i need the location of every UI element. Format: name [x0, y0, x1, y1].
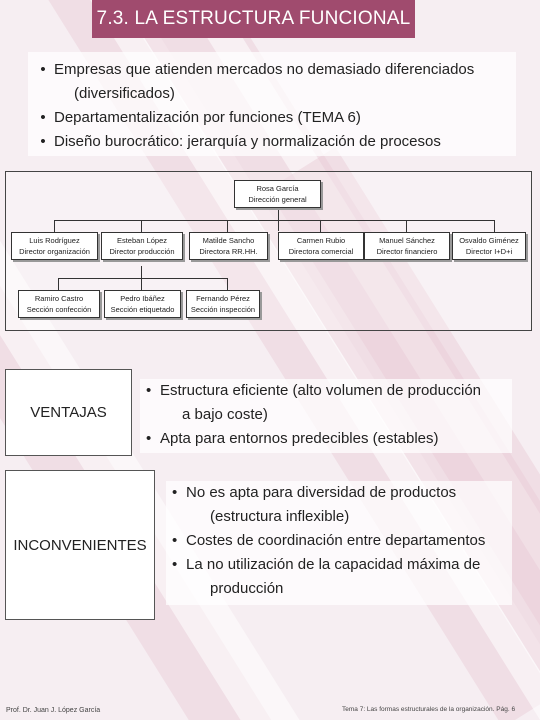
org-node-director: [101, 232, 183, 260]
ventajas-item-text: Estructura eficiente (alto volumen de producción: [160, 382, 482, 399]
node-role: Dirección general: [248, 195, 307, 204]
intro-bullet-list: [28, 52, 516, 156]
inconvenientes-item-text: La no utilización de la capacidad máxima de: [186, 556, 481, 573]
inconvenientes-item-text: No es apta para diversidad de productos: [186, 484, 457, 501]
inconvenientes-item-text: Costes de coordinación entre departamentos: [186, 532, 486, 549]
node-role: Sección confección: [26, 305, 92, 314]
org-node-section: [18, 290, 100, 318]
inconvenientes-list: [166, 481, 512, 605]
intro-bullet: [28, 130, 516, 154]
ventajas-item-text: Apta para entornos predecibles (estables): [160, 430, 439, 447]
node-name: Pedro Ibáñez: [120, 294, 165, 303]
node-role: Director producción: [109, 247, 175, 256]
node-role: Directora comercial: [288, 247, 354, 256]
node-role: Director I+D+i: [465, 247, 513, 256]
bullet-dot: •: [172, 484, 178, 501]
ventajas-label: VENTAJAS: [5, 369, 132, 456]
node-name: Ramiro Castro: [34, 294, 84, 303]
bullet-dot: •: [40, 61, 46, 78]
node-name: Matilde Sancho: [202, 236, 255, 245]
node-role: Directora RR.HH.: [199, 247, 258, 256]
intro-bullet-continuation: (diversificados): [74, 85, 175, 102]
ventajas-item: [140, 379, 512, 403]
bullet-dot: •: [172, 556, 178, 573]
bullet-dot: •: [172, 532, 178, 549]
inconvenientes-item: [166, 553, 512, 577]
footer-author: Prof. Dr. Juan J. López García: [6, 707, 101, 714]
node-name: Fernando Pérez: [196, 294, 250, 303]
intro-bullet-text: Empresas que atienden mercados no demasiado diferenciados: [54, 61, 475, 78]
org-chart: [5, 171, 532, 331]
bullet-dot: •: [40, 109, 46, 126]
bullet-dot: •: [146, 382, 152, 399]
inconvenientes-item: [166, 529, 512, 553]
inconvenientes-item-continuation: (estructura inflexible): [210, 508, 350, 525]
org-node-director: [452, 232, 526, 260]
org-node-section: [104, 290, 181, 318]
node-role: Sección inspección: [190, 305, 256, 314]
node-name: Osvaldo Giménez: [459, 236, 519, 245]
node-role: Director financiero: [376, 247, 438, 256]
node-name: Esteban López: [116, 236, 168, 245]
inconvenientes-item-continuation: producción: [210, 580, 284, 597]
slide-title: 7.3. LA ESTRUCTURA FUNCIONAL: [92, 0, 415, 38]
node-name: Carmen Rubio: [296, 236, 346, 245]
org-node-director: [278, 232, 364, 260]
org-node-director: [189, 232, 268, 260]
ventajas-item: [140, 427, 512, 451]
node-role: Director organización: [19, 247, 90, 256]
node-name: Manuel Sánchez: [379, 236, 435, 245]
intro-bullet-text: Departamentalización por funciones (TEMA 6): [54, 109, 361, 126]
footer-page-info: Tema 7: Las formas estructurales de la organización. Pág. 6: [342, 706, 516, 713]
ventajas-item-continuation: a bajo coste): [182, 406, 268, 423]
org-node-director: [364, 232, 450, 260]
inconvenientes-label: INCONVENIENTES: [5, 470, 155, 620]
org-node-ceo: [234, 180, 321, 208]
org-node-section: [186, 290, 260, 318]
intro-bullet: [28, 106, 516, 130]
inconvenientes-item: [166, 481, 512, 505]
node-name: Luis Rodríguez: [29, 236, 80, 245]
intro-bullet-text: Diseño burocrático: jerarquía y normalización de procesos: [54, 133, 441, 150]
org-node-director: [11, 232, 98, 260]
node-role: Sección etiquetado: [110, 305, 175, 314]
node-name: Rosa García: [256, 184, 299, 193]
bullet-dot: •: [146, 430, 152, 447]
ventajas-list: [140, 379, 512, 453]
bullet-dot: •: [40, 133, 46, 150]
intro-bullet: [28, 58, 516, 82]
